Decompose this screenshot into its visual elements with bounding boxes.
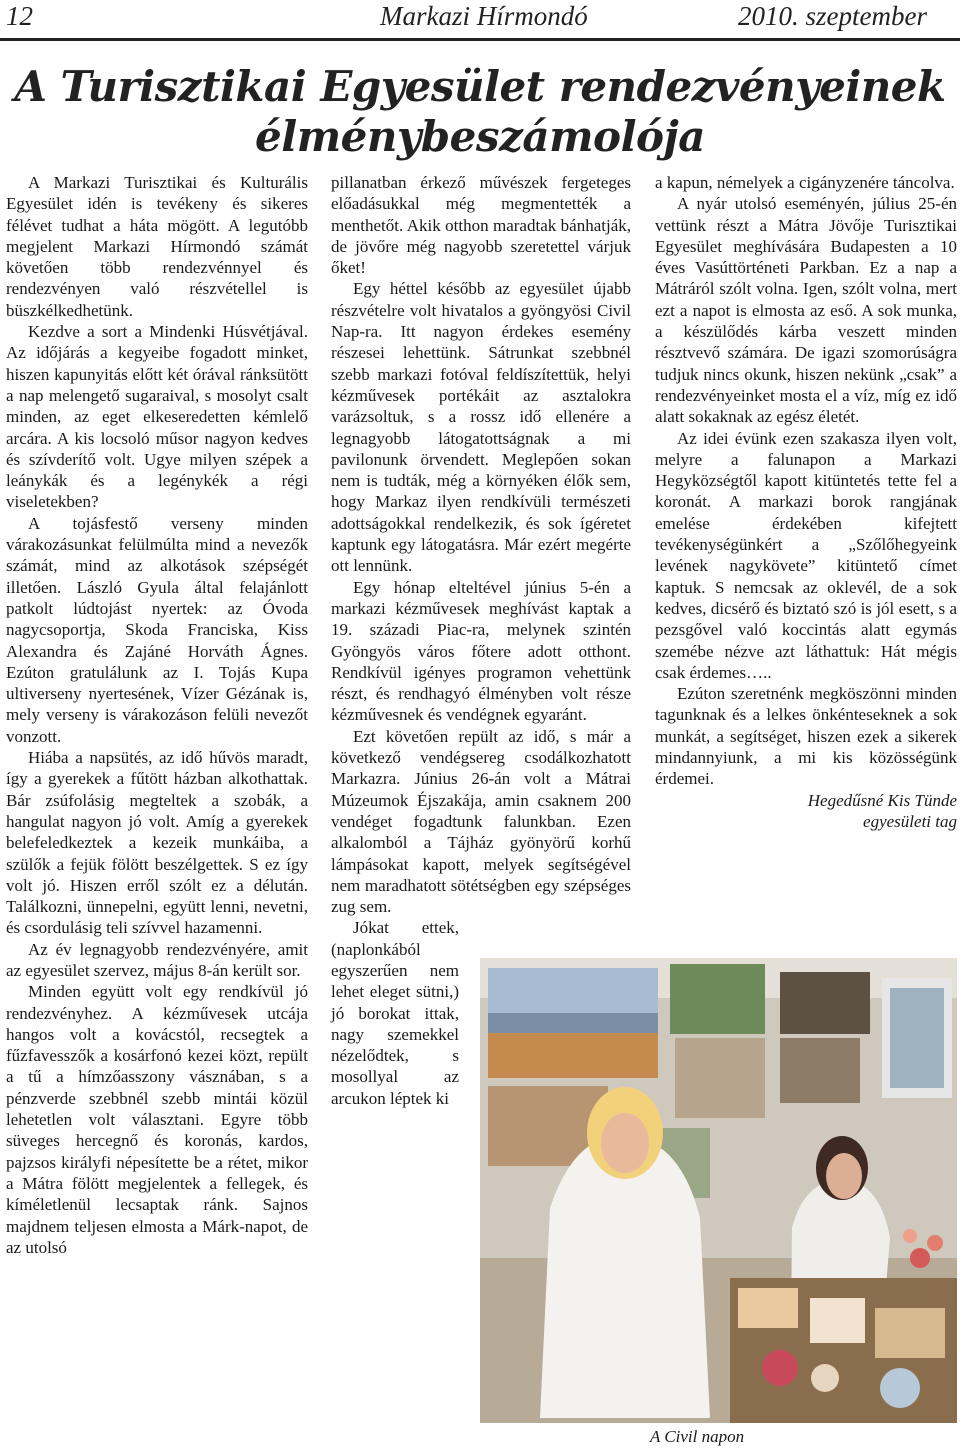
paragraph: Minden együtt volt egy rendkívül jó rendezvényhez. A kézművesek utcája hangos volt a kovácstól, recsegtek a fűzfavesszők a kosárfonó kezei közt, repült a tű a hímzőasszony vásznában, s a pénzverde szebbnél szebb mintái közül lehetetlen volt választani. Egyre több süveges hercegnő és koronás, kardos, pajzsos királyfi népesítette be a rétet, mikor a Mátra fölött megjelentek a fellegek, és kíméletlenül lecsaptak ránk. Sajnos majdnem teljesen elmosta a Márk-napot, de az utolsó	[6, 982, 308, 1257]
paragraph: A tojásfestő verseny minden várakozásunkat felülmúlta mind a nevezők számát, mind az alkotások szépségét illetően. László Gyula által felajánlott patkolt lúdtojást nyertek: az Óvoda nagycsoportja, Skoda Franciska, Kiss Alexandra és Zajáné Horváth Ágnes. Ezúton gratulálunk az I. Tojás Kupa ultiverseny nyertesének, Vízer Gézának is, mely verseny is várakozáson felüli nevezőt vonzott.	[6, 513, 308, 746]
article-title-line-1: A Turisztikai Egyesület rendezvényeinek	[14, 62, 946, 111]
paragraph: pillanatban érkező művészek fergeteges előadásukkal még megmentették a menthetőt. Akik otthon maradtak bánhatják, de jövőre még nagyobb szeretettel várjuk őket!	[331, 173, 631, 278]
page-number: 12	[6, 1, 33, 31]
publication-name: Markazi Hírmondó	[380, 1, 588, 31]
paragraph-text: Ezt követően repült az idő, s már a következő vendégsereg csodálkozhatott Markazra. Június 26-án volt a Mátrai Múzeumok Éjszakája, amin csaknem 200 vendéget fogadtunk falunkban. Ezen alkalomból a Tájház gyönyörű korhű lámpásokat kapott, melyek segítségével nem maradhatott sötétségben egy szépséges zug sem.	[331, 726, 631, 917]
paragraph: Ezúton szeretnénk megköszönni minden tagunknak és a lelkes önkénteseknek a sok munkát, a segítséget, hiszen ezek a sikerek mindannyiunk, a mi kis közösségünk érdemei.	[655, 684, 957, 789]
paragraph: Egy héttel később az egyesület újabb részvételre volt hivatalos a gyöngyösi Civil Nap-ra. Itt nagyon érdekes esemény részesei lehettünk. Sátrunkat szebbnél szebb markazi fotóval feldíszítettük, helyi kézművesek portékáit az asztalokra varázsoltuk, s a rossz idő ellenére a legnagyobb látogatottságnak a mi pavilonunk örvendett. Meglepően sokan nem is tudták, még a környéken élők sem, hogy Markaz ilyen rendkívüli természeti adottságokkal rendelkezik, és sok ígéretet kaptunk egy látogatásra. Már ezért megérte ott lennünk.	[331, 279, 631, 576]
paragraph: Az idei évünk ezen szakasza ilyen volt, melyre a falunapon a Markazi Hegyközségtől kapott kitüntetés tette fel a koronát. A markazi borok rangjának emelése érdekében kifejtett tevékenységünkért a „Szőlőhegyeink levének nagykövete” kitüntető címet kaptuk. S nemcsak az oklevél, de a sok kedves, dicsérő és biztató szó is jól esett, s a pezsgővel való koccintás alatt egymás szemébe nézve azt láthattuk: Hát mégis csak érdemes…..	[655, 428, 957, 682]
civil-day-photo	[480, 958, 957, 1423]
article-column-1	[6, 172, 308, 1258]
article-title	[0, 62, 960, 162]
paragraph: A nyár utolsó eseményén, július 25-én vettünk részt a Mátra Jövője Turisztikai Egyesület meghívására Budapesten a 10 éves Vasúttörténeti Parkban. Ez a nap a Mátráról szólt volna. Igen, szólt volna, mert ezt a napot is elmosta az eső. A sok munka, a készülődés kárba veszett minden résztvevő számára. De igazi szomorúságra tudjuk nincs okunk, hiszen nekünk „csak” a rendezvényeinket mosta el a víz, míg ez idő alatt sokaknak az egész életét.	[655, 194, 957, 427]
article-title-line-2: élménybeszámolója	[255, 112, 705, 161]
author-role: egyesületi tag	[863, 811, 957, 831]
paragraph: A Markazi Turisztikai és Kulturális Egyesület idén is tevékeny és sikeres félévet tudhat a háta mögött. A legutóbb megjelent Markazi Hírmondó számát követően több rendezvénnyel és rendezvényen való részvétellel is büszkélkedhetünk.	[6, 173, 308, 320]
paragraph: Az év legnagyobb rendezvényére, amit az egyesület szervez, május 8-án került sor.	[6, 939, 308, 980]
paragraph	[331, 726, 631, 918]
author-name: Hegedűsné Kis Tünde	[807, 790, 957, 810]
page-header	[0, 0, 960, 38]
issue-date: 2010. szeptember	[738, 1, 927, 31]
paragraph: Egy hónap elteltével június 5-én a markazi kézművesek meghívást kaptak a 19. századi Piac-ra, melynek szintén Gyöngyös város főtere adott otthont. Rendkívül igényes programon vehettünk részt, és rendhagyó élményben volt része kézművesnek és vendégnek egyaránt.	[331, 577, 631, 725]
paragraph: Hiába a napsütés, az idő hűvös maradt, így a gyerekek a fűtött házban alkothattak. Bár zsúfolásig megteltek a szobák, a hangulat nagyon jó volt. Amíg a gyerekek belefeledkeztek a kezeik munkáiba, a szülők a fejük fölött beszélgettek. S ez így volt jó. Hiszen erről szólt ez a délután. Találkozni, ünnepelni, együtt lenni, nevetni, és csordulásig teli szívvel hazamenni.	[6, 748, 308, 938]
photo-caption: A Civil napon	[650, 1427, 745, 1446]
article-column-3	[655, 172, 957, 832]
paragraph: Kezdve a sort a Mindenki Húsvétjával. Az időjárás a kegyeibe fogadott minket, hiszen kapunyitás előtt két órával ránksütött a nap melengető sugaraival, s mosolyt csalt minden, az eget elkeseredetten kémlelő arcára. A kis locsoló műsor nagyon kedves és szívderítő volt. Ugye milyen szépek a leánykák és a legénykék a régi viseletekben?	[6, 322, 308, 512]
paragraph: a kapun, némelyek a cigányzenére táncolva.	[655, 173, 955, 192]
header-rule	[0, 38, 960, 41]
photo-illustration	[480, 958, 957, 1423]
paragraph: Jókat ettek, (naplonkából egyszerűen nem lehet eleget sütni,) jó borokat ittak, nagy szemekkel nézelődtek, s mosollyal az arcukon léptek ki	[331, 918, 459, 1108]
